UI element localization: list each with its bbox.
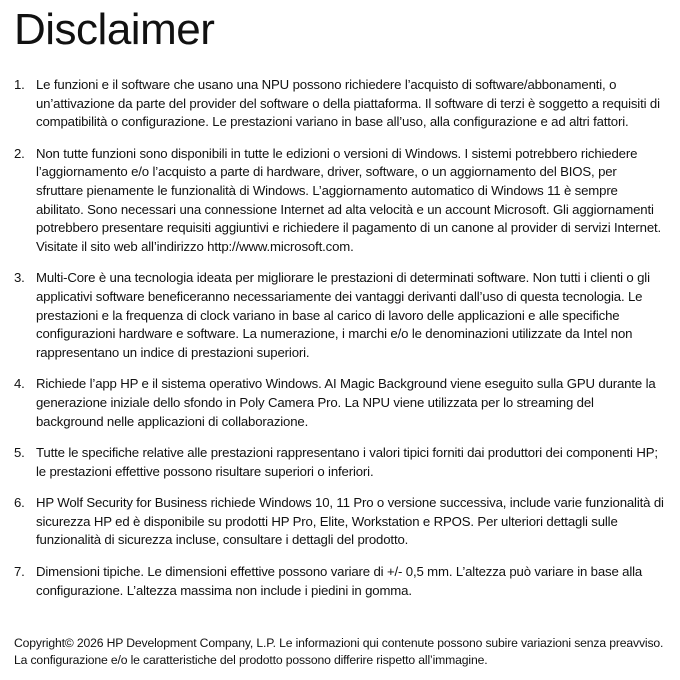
list-item-number: 4.: [14, 376, 25, 392]
list-item-text: Tutte le specifiche relative alle prestazioni rappresentano i valori tipici forniti dai produttori dei componenti HP; le prestazioni effettive possono risultare superiori o inferiori.: [36, 445, 658, 479]
list-item-text: HP Wolf Security for Business richiede Windows 10, 11 Pro o versione successiva, include varie funzionalità di sicurezza HP ed è disponibile su prodotti HP Pro, Elite, Workstation e RPOS. Per ulteriori dettagli sulle funzionalità di sicurezza incluse, consultare i dettagli del prodotto.: [36, 495, 664, 548]
list-item-number: 2.: [14, 145, 25, 161]
disclaimer-list: [14, 76, 664, 613]
list-item-text: Dimensioni tipiche. Le dimensioni effettive possono variare di +/- 0,5 mm. L’altezza può variare in base alla configurazione. L’altezza massima non include i piedini in gomma.: [36, 564, 643, 598]
list-item-number: 3.: [14, 270, 25, 286]
list-item: [14, 375, 664, 431]
list-item-text: Multi-Core è una tecnologia ideata per migliorare le prestazioni di determinati software. Non tutti i clienti o gli applicativi software beneficeranno necessariamente dei vantaggi derivanti dall’uso di questa tecnologia. Le prestazioni e la frequenza di clock variano in base al carico di lavoro delle applicazioni e alle specifiche configurazioni hardware e software. La numerazione, i marchi e/o le denominazioni utilizzate da Intel non rappresentano un indice di prestazioni superiori.: [36, 270, 650, 360]
list-item-number: 1.: [14, 77, 25, 92]
list-item-text: Le funzioni e il software che usano una NPU possono richiedere l’acquisto di software/abbonamenti, o un’attivazione da parte del provider del software o della piattaforma. Il software di terzi è soggetto a requisiti di compatibilità o configurazione. Le prestazioni variano in base all’uso, alla configurazione e ad altri fattori.: [36, 77, 660, 130]
list-item: [14, 269, 664, 362]
copyright-footer: Copyright© 2026 HP Development Company, L.P. Le informazioni qui contenute possono subire variazioni senza preavviso. La configurazione e/o le caratteristiche del prodotto possono differire rispetto all’immagine.: [14, 636, 664, 667]
list-item: [14, 76, 664, 132]
list-item: [14, 494, 664, 550]
list-item-number: 5.: [14, 445, 25, 461]
list-item-text: Non tutte funzioni sono disponibili in tutte le edizioni o versioni di Windows. I sistemi potrebbero richiedere l’aggiornamento e/o l’acquisto a parte di hardware, driver, software, o un aggiornamento del BIOS, per sfruttare pienamente le funzionalità di Windows. L’aggiornamento automatico di Windows 11 è sempre abilitato. Sono necessari una connessione Internet ad alta velocità e un account Microsoft. Gli aggiornamenti potrebbero presentare requisiti aggiuntivi e richiedere il pagamento di un canone al provider di servizi Internet. Visitate il sito web all’indirizzo http://www.microsoft.com.: [36, 145, 662, 254]
list-item-number: 7.: [14, 564, 25, 580]
list-item: [14, 444, 664, 481]
list-item-number: 6.: [14, 495, 25, 511]
list-item-text: Richiede l’app HP e il sistema operativo Windows. AI Magic Background viene eseguito sulla GPU durante la generazione iniziale dello sfondo in Poly Camera Pro. La NPU viene utilizzata per lo streaming del background nelle applicazioni di collaborazione.: [36, 376, 656, 429]
list-item: [14, 145, 664, 257]
page-title: Disclaimer: [14, 5, 215, 54]
list-item: [14, 563, 664, 600]
